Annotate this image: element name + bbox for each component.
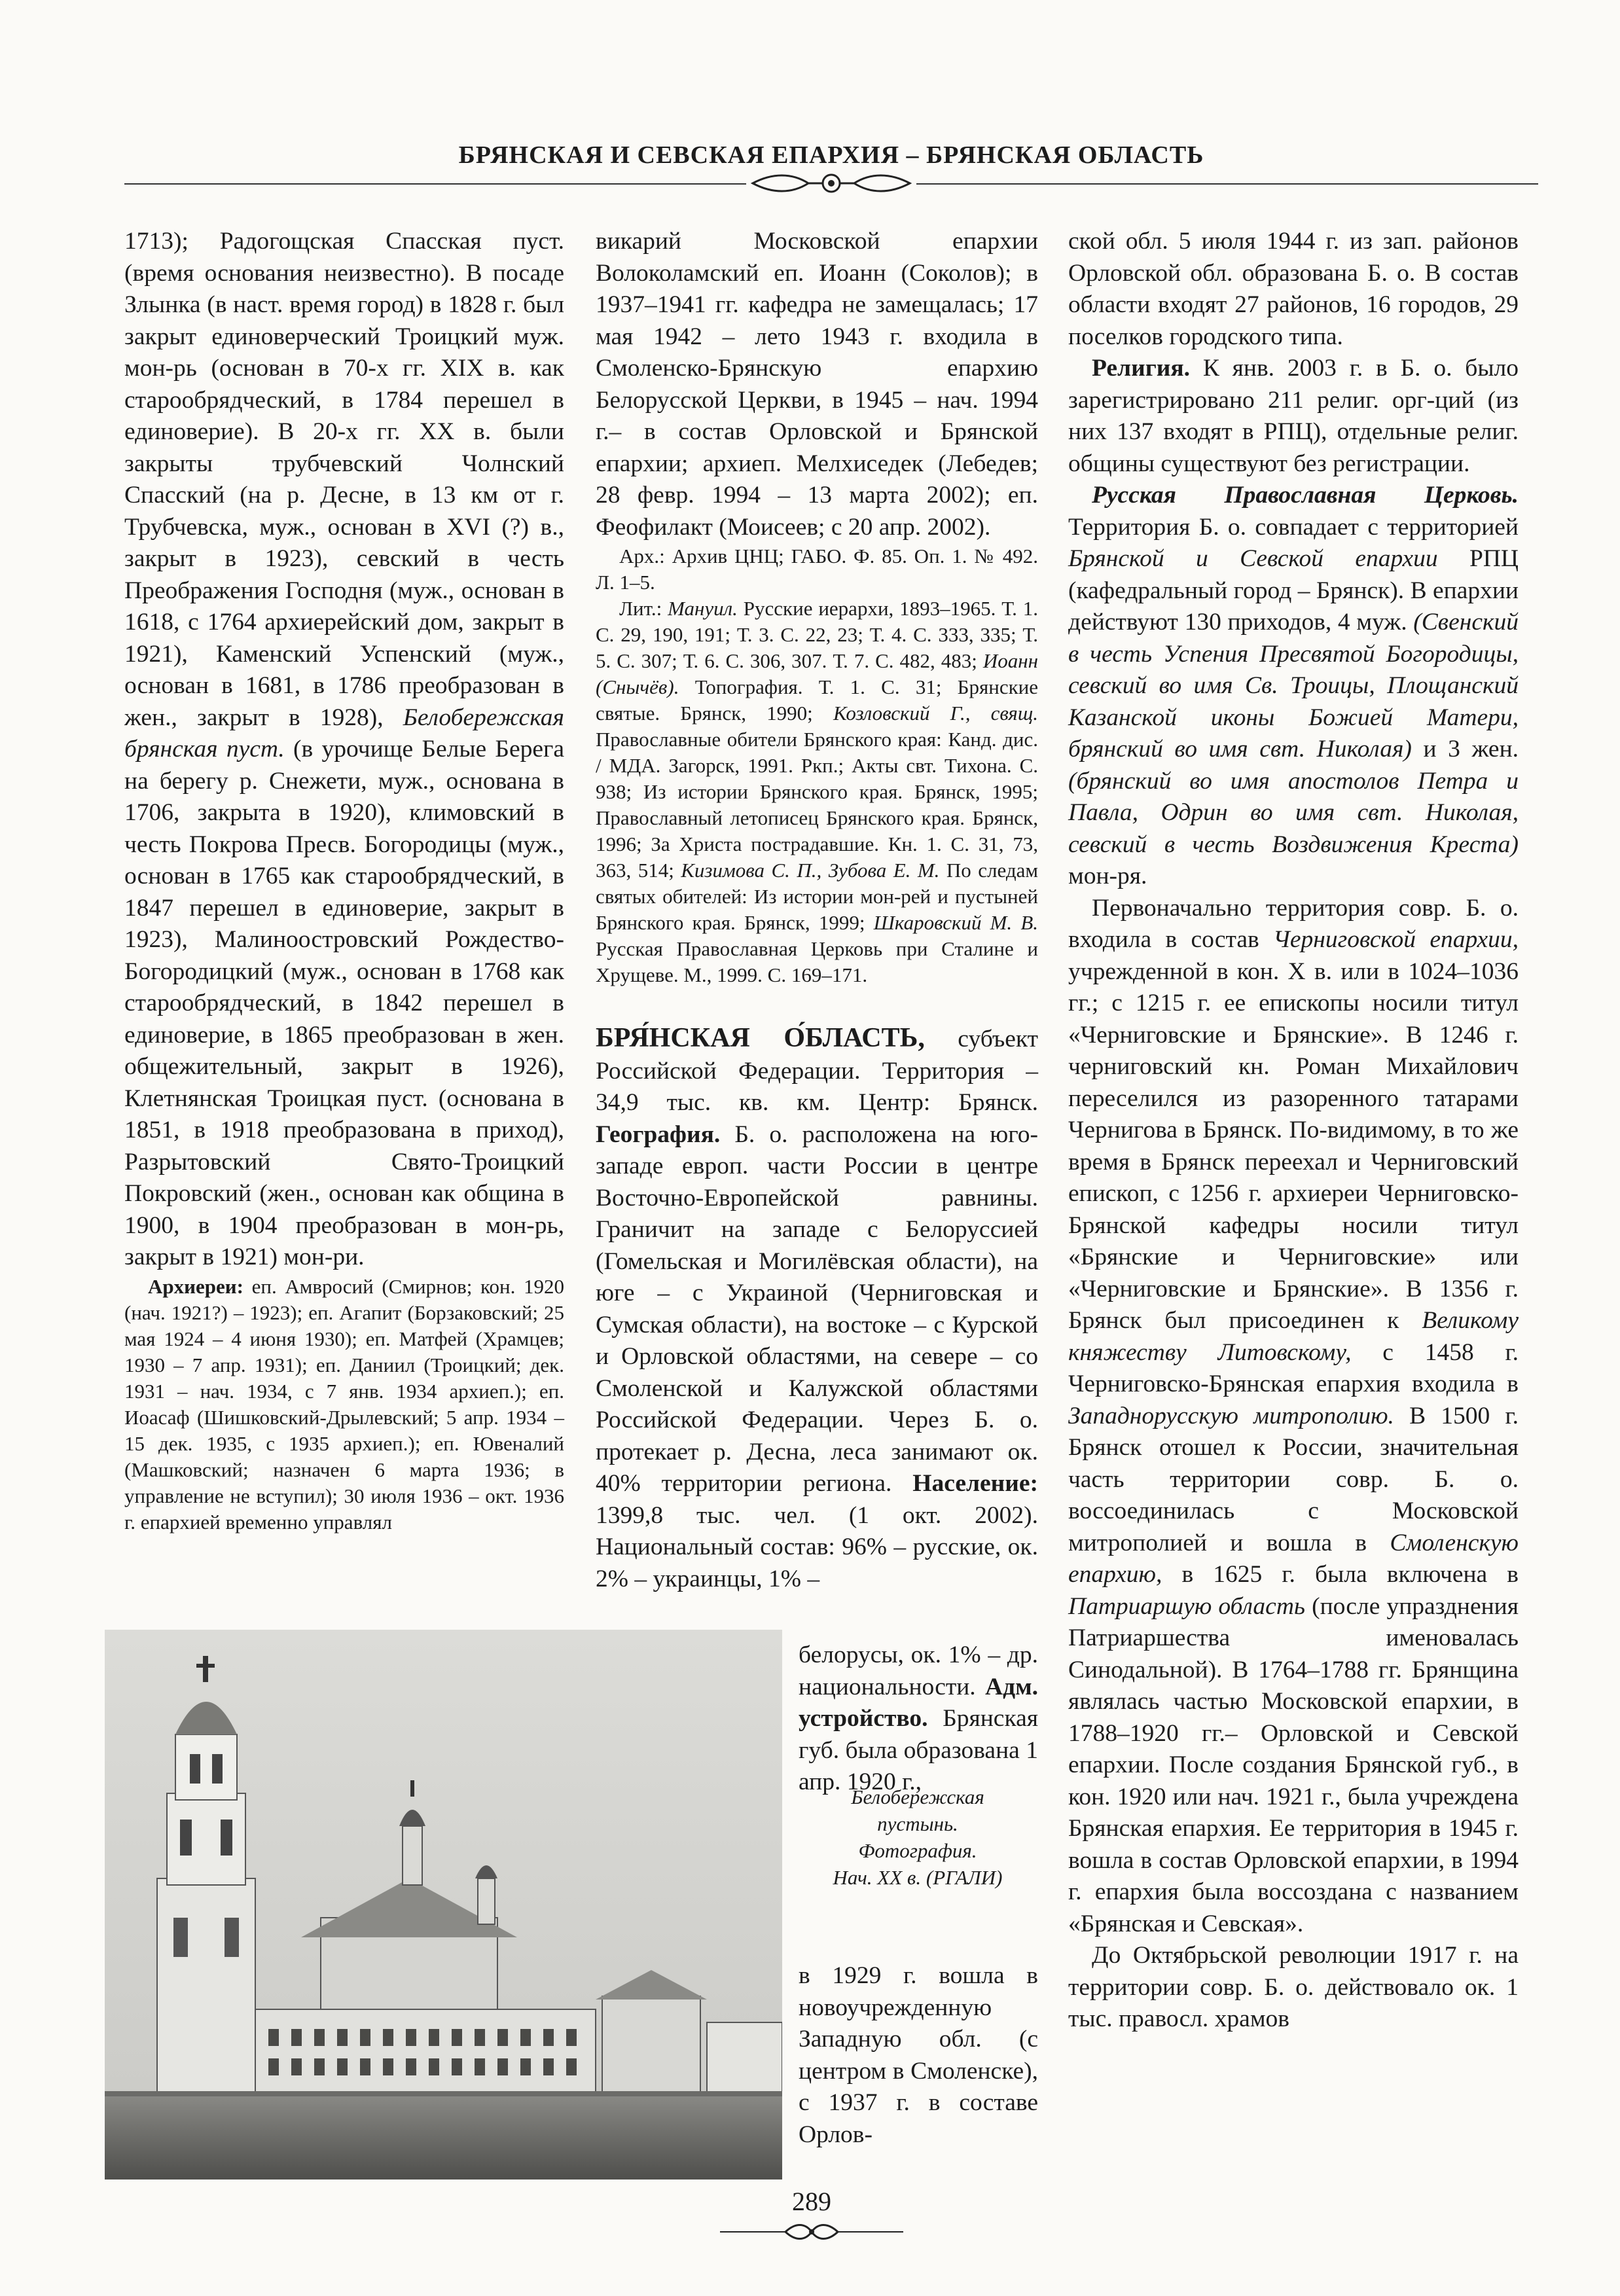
religion-paragraph: [1068, 353, 1519, 480]
text-span: с 1458 г. Черниговско-Брянская епархия входила в: [1068, 1338, 1519, 1397]
italic-span: Патриаршую область: [1068, 1592, 1305, 1620]
literature-label: Лит.:: [619, 597, 662, 620]
author: Мануил.: [668, 597, 738, 620]
text-span: учрежденной в кон. X в. или в 1024–1036 гг.; с 1215 г. ее епископы носили титул «Черниговские и Брянские». В 1246 г. черниговский кн. Роман Михайлович переселился из разоренного татарами Чернигова в Брянск. По-видимому, в то же время в Брянск переехал и Черниговский епископ, с 1256 г. архиереи Черниговско-Брянской кафедры носили титул «Брянские и Черниговские» или «Черниговские и Брянские». В 1356 г. Брянск был присоединен к: [1068, 958, 1519, 1334]
monastery-photo: [105, 1630, 782, 2179]
column-2-narrow-bottom: [799, 1960, 1038, 2151]
text-span: РПЦ (кафедральный город – Брянск). В епархии действуют 130 приходов, 4 муж.: [1068, 545, 1519, 636]
italic-span: Западнорусскую митрополию.: [1068, 1402, 1394, 1429]
text-span: субъект Российской Федерации. Территория – 34,9 тыс. кв. км. Центр: Брянск.: [596, 1026, 1038, 1116]
paragraph: [124, 226, 564, 1274]
column-3: [1068, 226, 1519, 2036]
italic-span: (Свенский в честь Успения Пресвятой Богородицы, севский во имя Св. Троицы, Площанский Казанской иконы Божией Матери, брянский во имя свт. Николая): [1068, 609, 1519, 762]
text-span: Православные обители Брянского края: Канд. дис. / МДА. Загорск, 1991. Ркп.; Акты свт. Тихона. С. 938; Из истории Брянского края. Брянск, 1995; Православный летописец Брянского края. Брянск, 1996; За Христа пострадавшие. Кн. 1. С. 31, 73, 363, 514;: [596, 728, 1038, 882]
photo-caption: [802, 1784, 1033, 1891]
text-span: Территория Б. о. совпадает с территорией: [1068, 513, 1519, 541]
author: Кизимова С. П., Зубова Е. М.: [681, 859, 940, 882]
text-span: Топография. Т. 1. С. 31; Брянские святые. Брянск, 1990;: [596, 675, 1038, 725]
caption-line: Фотография.: [858, 1839, 977, 1862]
author: Иоанн (Снычёв).: [596, 649, 1039, 698]
author: Козловский Г., свящ.: [833, 702, 1038, 725]
religion-label: Религия.: [1092, 355, 1190, 382]
entry-paragraph: [596, 1022, 1038, 1595]
bishops-paragraph: [124, 1274, 564, 1535]
italic-span: Белобережская брянская пуст.: [124, 704, 564, 762]
literature-list: [596, 596, 1038, 988]
geography-label: География.: [596, 1121, 721, 1148]
caption-line: Нач. XX в. (РГАЛИ): [833, 1866, 1003, 1889]
italic-span: Брянской и Севской епархии: [1068, 545, 1438, 572]
text-span: мон-ря.: [1068, 863, 1147, 889]
caption-line: пустынь.: [877, 1812, 958, 1835]
church-label: Русская Православная Церковь.: [1092, 482, 1519, 509]
church-paragraph: [1068, 480, 1519, 893]
text-span: (в урочище Белые Берега на берегу р. Снежети, муж., основана в 1706, закрыта в 1920), климовский в честь Покрова Пресв. Богородицы (муж., основан в 1765 как старообрядческий, в 1847 перешел в единоверие, закрыт в 1923), Малиноостровский Рождество-Богородицкий (муж., основан в 1768 как старообрядческий, в 1842 перешел в единоверие, в 1865 преобразован в жен. общежительный, закрыт в 1926), Клетнянская Троицкая пуст. (основана в 1851, в 1918 преобразована в приход), Разрытовский Свято-Троицкий Покровский (жен., основан как община в 1900, в 1904 преобразован в мон-рь, закрыт в 1921) мон-ри.: [124, 736, 565, 1270]
text-span: Б. о. расположена на юго-западе европ. части России в центре Восточно-Европейской равнины. Граничит на западе с Белоруссией (Гомельская и Могилёвская области), на юге – с Украиной (Черниговская и Сумская области), на востоке – с Курской и Орловской областями, на севере – со Смоленской и Калужской областями Российской Федерации. Через Б. о. протекает р. Десна, леса занимают ок. 40% территории региона.: [596, 1121, 1038, 1497]
text-span: и 3 жен.: [1423, 736, 1519, 762]
text-span: По следам святых обителей: Из истории мон-рей и пустыней Брянского края. Брянск, 1999;: [596, 859, 1038, 934]
archive-note: Арх.: Архив ЦНЦ; ГАБО. Ф. 85. Оп. 1. № 492. Л. 1–5.: [596, 545, 1038, 594]
paragraph: ской обл. 5 июля 1944 г. из зап. районов Орловской обл. образована Б. о. В состав области входят 27 районов, 16 городов, 29 поселков городского типа.: [1068, 228, 1519, 350]
running-head: БРЯНСКАЯ И СЕВСКАЯ ЕПАРХИЯ – БРЯНСКАЯ ОБЛАСТЬ: [458, 141, 1204, 169]
text-span: (после упразднения Патриаршества именовалась Синодальной). В 1764–1788 гг. Брянщина являлась частью Московской епархии, в 1788–1920 гг.– Орловской и Севской епархии. После создания Брянской губ., в кон. 1920 или нач. 1921 г., была учреждена Брянская епархия. Ее территория в 1945 г. вошла в состав Орловской епархии, в 1994 г. епархия была воссоздана с названием «Брянская и Севская».: [1068, 1592, 1519, 1937]
italic-span: Великому княжеству Литовскому,: [1068, 1307, 1519, 1366]
text-span: белорусы, ок. 1% – др. национальности.: [799, 1641, 1038, 1700]
bishops-label: Архиереи:: [148, 1274, 243, 1298]
italic-span: Черниговской епархии,: [1273, 926, 1519, 953]
paragraph: [799, 1640, 1038, 1799]
header-ornament-icon: [746, 169, 916, 198]
italic-span: (брянский во имя апостолов Петра и Павла, Одрин во имя свт. Николая, севский в честь Воздвижения Креста): [1068, 767, 1519, 858]
text-span: К янв. 2003 г. в Б. о. было зарегистрировано 211 религ. орг-ций (из них 137 входят в РПЦ), отдельные религ. общины существуют без регистрации.: [1068, 355, 1519, 477]
bishops-text: еп. Амвросий (Смирнов; кон. 1920 (нач. 1921?) – 1923); еп. Агапит (Борзаковский; 25 мая 1924 – 4 июня 1930); еп. Матфей (Храмцев; 1930 – 7 апр. 1931); еп. Даниил (Троицкий; дек. 1931 – нач. 1934, с 7 янв. 1934 архиеп.); еп. Иоасаф (Шишковский-Дрылевский; 5 апр. 1934 – 15 дек. 1935, с 1935 архиеп.); еп. Ювеналий (Машковский; назначен 6 марта 1936; в управление не вступил); 30 июля 1936 – окт. 1936 г. епархией временно управлял: [124, 1274, 565, 1534]
caption-line: Белобережская: [851, 1785, 984, 1808]
text-span: в 1625 г. была включена в: [1181, 1561, 1519, 1588]
text-span: Первоначально территория совр. Б. о. входила в состав: [1068, 894, 1519, 953]
text-span: 1399,8 тыс. чел. (1 окт. 2002). Национальный состав: 96% – русские, ок. 2% – украинцы, 1% –: [596, 1501, 1038, 1592]
text-span: Брянская губ. была образована 1 апр. 1920 г.,: [799, 1705, 1038, 1795]
entry-title: БРЯ́НСКАЯ О́БЛАСТЬ,: [596, 1023, 925, 1053]
column-2: [596, 226, 1038, 1595]
population-label: Население:: [912, 1470, 1038, 1497]
paragraph: викарий Московской епархии Волоколамский еп. Иоанн (Соколов); в 1937–1941 гг. кафедра не замещалась; 17 мая 1942 – лето 1943 г. входила в Смоленско-Брянскую епархию Белорусской Церкви, в 1945 – нач. 1994 г.– в состав Орловской и Брянской епархии; архиеп. Мелхиседек (Лебедев; 28 февр. 1994 – 13 марта 2002); еп. Феофилакт (Моисеев; с 20 апр. 2002).: [596, 228, 1038, 541]
footer-ornament-icon: [713, 2219, 910, 2245]
paragraph: До Октябрьской революции 1917 г. на территории совр. Б. о. действовало ок. 1 тыс. правосл. храмов: [1068, 1942, 1519, 2032]
column-1: [124, 226, 564, 1535]
column-2-narrow-top: [799, 1640, 1038, 1799]
author: Шкаровский М. В.: [873, 911, 1039, 934]
italic-span: Смоленскую епархию,: [1068, 1529, 1519, 1588]
text-span: 1713); Радогощская Спасская пуст. (время основания неизвестно). В посаде Злынка (в наст. время город) в 1828 г. был закрыт единоверческий Троицкий муж. мон-рь (основан в 70-х гг. XIX в. как старообрядческий, в 1784 перешел в единоверие). В 20-х гг. XX в. были закрыты трубчевский Чолнский Спасский (на р. Десне, в 13 км от г. Трубчевска, муж., основан в XVI (?) в., закрыт в 1923), севский в честь Преображения Господня (муж., основан в 1618, с 1764 архиерейский дом, закрыт в 1921), Каменский Успенский (муж., основан в 1681, в 1786 преобразован в жен., закрыт в 1928),: [124, 228, 564, 731]
history-paragraph: [1068, 893, 1519, 1941]
administration-label: Адм. устройство.: [799, 1673, 1038, 1732]
text-span: Русские иерархи, 1893–1965. Т. 1. С. 29, 190, 191; Т. 3. С. 22, 23; Т. 4. С. 333, 335; Т. 5. С. 307; Т. 6. С. 306, 307. Т. 7. С. 482, 483;: [596, 597, 1039, 672]
paragraph: в 1929 г. вошла в новоучрежденную Западную обл. (с центром в Смоленске), с 1937 г. в составе Орлов-: [799, 1962, 1038, 2148]
text-span: В 1500 г. Брянск отошел к России, значительная часть территории совр. Б. о. воссоединилась с Московской митрополией и вошла в: [1068, 1402, 1519, 1556]
page-number: 289: [792, 2187, 831, 2216]
text-span: Русская Православная Церковь при Сталине и Хрущеве. М., 1999. С. 169–171.: [596, 937, 1038, 986]
